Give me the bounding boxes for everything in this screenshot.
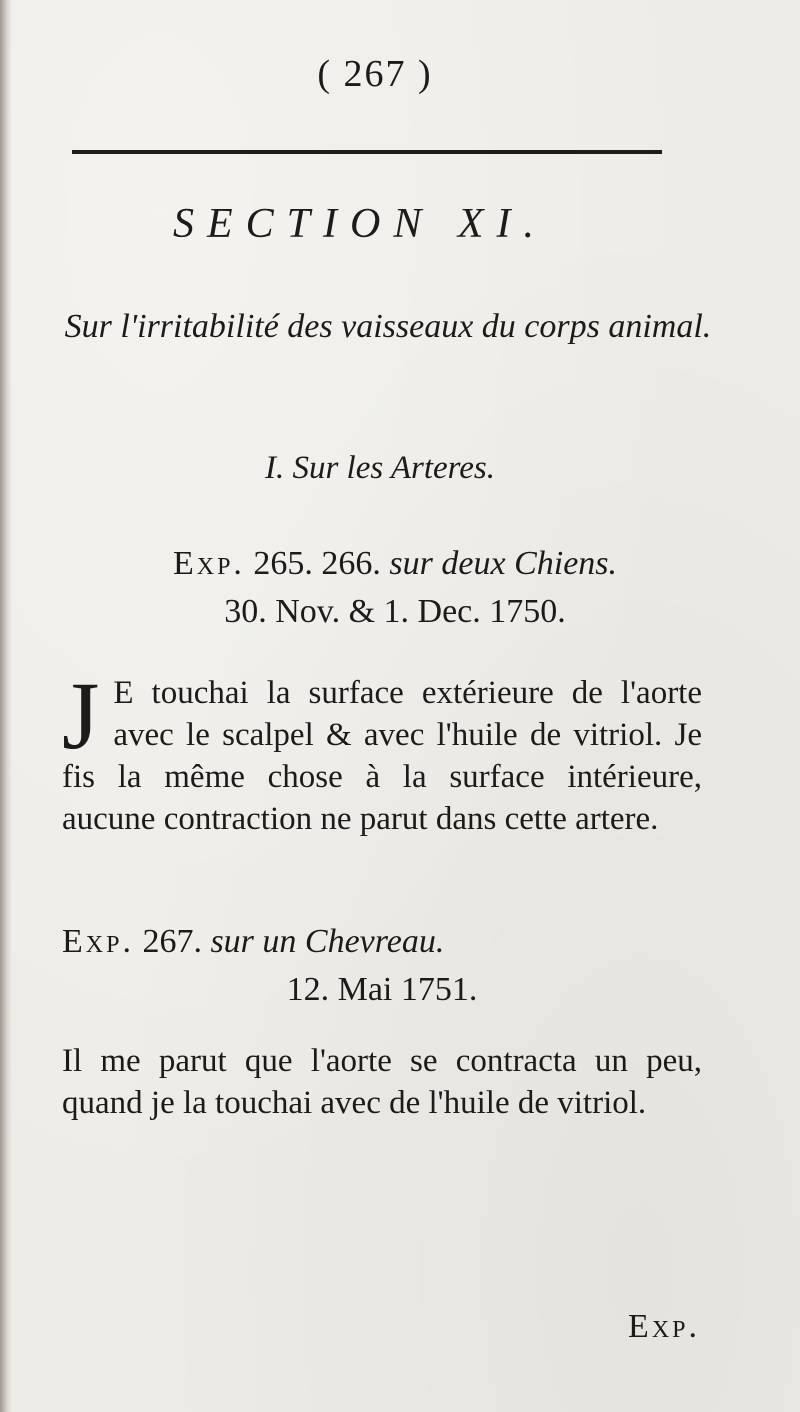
section-title: SECTION XI. [173, 201, 547, 247]
experiment-numbers: 265. 266. [253, 545, 381, 582]
page-number: ( 267 ) [317, 53, 433, 95]
experiment-heading-2 [62, 918, 702, 1014]
experiment-date: 30. Nov. & 1. Dec. 1750. [224, 593, 566, 630]
experiment-label: Exp. [172, 545, 245, 582]
experiment-text-2 [62, 1040, 702, 1124]
experiment-numbers: 267. [142, 923, 202, 960]
drop-cap: J [62, 662, 100, 769]
paragraph-body: Il me parut que l'aorte se contracta un peu, quand je la touchai avec de l'huile de vitriol. [62, 1043, 702, 1121]
experiment-subject: sur deux Chiens. [389, 545, 618, 582]
subsection-heading: I. Sur les Arteres. [264, 450, 496, 486]
experiment-label: Exp. [62, 923, 134, 960]
catchword: Exp. [628, 1308, 700, 1345]
header-rule [72, 150, 662, 154]
experiment-text-1 [62, 662, 702, 840]
experiment-subject: sur un Chevreau. [210, 923, 445, 960]
experiment-heading-1 [90, 540, 700, 636]
experiment-date: 12. Mai 1751. [286, 971, 478, 1008]
section-subtitle: Sur l'irritabilité des vaisseaux du corps animal. [64, 308, 712, 345]
paragraph-body: E touchai la surface extérieure de l'aorte avec le scalpel & avec l'huile de vitriol. Je fis la même chose à la surface intérieure, aucune contraction ne parut dans cette artere. [62, 675, 702, 837]
